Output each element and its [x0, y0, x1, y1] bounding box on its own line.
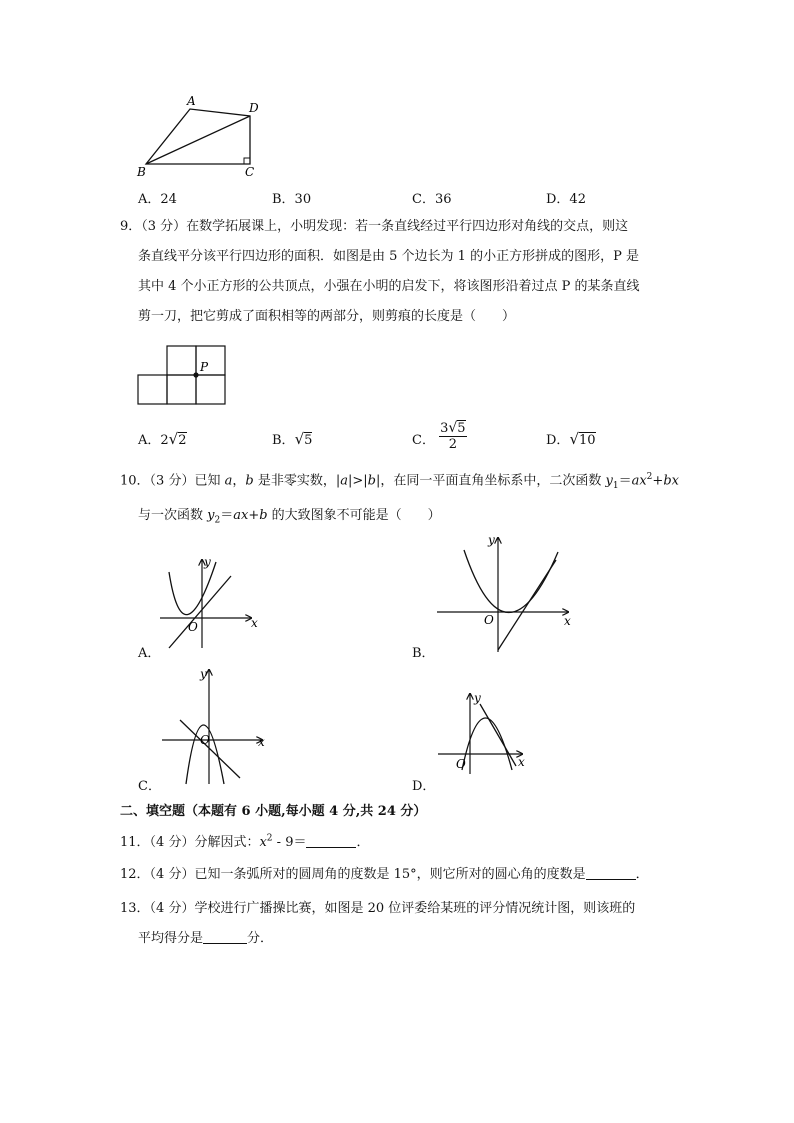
q9-square-bottom-mid [167, 375, 196, 404]
q9-option-c-prefix: C． [412, 433, 435, 448]
q10-d-line [480, 704, 516, 766]
q8-right-angle-mark [244, 158, 250, 164]
q11-expr-rest: - 9＝ [272, 835, 307, 850]
q10-l1-o: + [652, 473, 664, 489]
q9-option-a[interactable] [138, 429, 187, 448]
section-2-heading: 二、填空题（本题有 6 小题,每小题 4 分,共 24 分） [120, 804, 427, 819]
q10-b-parabola [464, 550, 558, 613]
q10-l1-g: |>| [347, 473, 368, 489]
q9-option-b[interactable] [272, 429, 312, 448]
q9-square-bottom-right [196, 375, 225, 404]
q9-label-p: P [200, 360, 209, 374]
q9-option-c-radical: √ [448, 420, 458, 436]
q8-quadrilateral-figure [130, 92, 270, 184]
q9-option-b-radicand: 5 [304, 433, 313, 448]
q10-l1-i: |，在同一平面直角坐标系中，二次函数 [375, 473, 606, 489]
q10-l2-b: y [207, 507, 215, 523]
question-12 [120, 863, 649, 882]
q10-b-label-y: y [488, 533, 495, 547]
q10-d-label-x: x [518, 755, 525, 769]
q10-a-label-y: y [204, 555, 211, 569]
q9-option-a-coef: 2 [160, 433, 169, 448]
q10-l1-h: b [367, 473, 376, 489]
q9-option-c[interactable] [412, 420, 467, 452]
q13-line-2 [120, 924, 635, 954]
q9-line-1: 9．（3 分）在数学拓展课上，小明发现：若一条直线经过平行四边形对角线的交点，则这 [120, 219, 629, 234]
q10-line-1 [120, 462, 680, 501]
q10-b-label-o: O [484, 613, 494, 627]
q10-l1-k: 1 [612, 480, 619, 491]
q10-b-line [498, 560, 556, 650]
q8-label-c: C [245, 165, 255, 179]
q10-graph-d [436, 690, 534, 776]
q10-l2-f: 的大致图象不可能是（ ） [267, 507, 441, 523]
q10-c-label-o: O [200, 733, 210, 747]
q13-line-2-b: 分． [247, 931, 274, 946]
q8-option-c[interactable]: C．36 [412, 192, 452, 207]
q10-graph-a [155, 554, 265, 650]
q9-option-d-radicand: 10 [579, 433, 596, 448]
q10-option-a[interactable]: A． [138, 646, 161, 661]
question-9 [120, 212, 680, 332]
q8-label-a: A [187, 94, 196, 108]
q12-text: 12．（4 分）已知一条弧所对的圆周角的度数是 15°，则它所对的圆心角的度数是 [120, 867, 586, 882]
q10-l1-f: a [340, 473, 348, 489]
q8-option-b[interactable]: B．30 [272, 192, 312, 207]
q10-line-2 [120, 501, 680, 536]
q10-option-d[interactable]: D． [412, 779, 436, 794]
q10-l2-d: ＝ [220, 507, 234, 523]
q9-option-d-radical: √ [569, 430, 579, 448]
q9-option-c-num-radicand: 5 [457, 421, 466, 436]
q8-quadrilateral-outline [146, 109, 250, 164]
q9-square-top-left [167, 346, 196, 375]
q10-l1-a: 10．（3 分）已知 [120, 473, 225, 489]
q13-line-1: 13．（4 分）学校进行广播操比赛，如图是 20 位评委给某班的评分情况统计图，则该班的 [120, 901, 636, 916]
q13-answer-blank[interactable] [203, 931, 247, 944]
question-13 [120, 894, 635, 954]
q10-l2-e: ax+b [233, 507, 268, 523]
q10-graph-c [160, 664, 272, 786]
q9-line-2: 条直线平分该平行四边形的面积．如图是由 5 个边长为 1 的小正方形拼成的图形，P 是 [138, 249, 639, 264]
q10-l1-l: ＝ [618, 473, 632, 489]
q9-option-d-prefix: D． [546, 433, 570, 448]
q10-a-label-o: O [188, 620, 198, 634]
q9-option-a-radicand: 2 [178, 433, 187, 448]
q11-prefix: 11．（4 分）分解因式： [120, 835, 260, 850]
q12-suffix: ． [635, 867, 649, 882]
q10-l1-b: a [224, 473, 233, 489]
q10-l1-m: ax [631, 473, 647, 489]
q9-squares-figure [136, 344, 232, 408]
q10-l1-d: b [245, 473, 254, 489]
q9-square-bottom-left [138, 375, 167, 404]
q10-graph-b [432, 532, 577, 654]
q10-c-label-x: x [258, 735, 265, 749]
q10-l2-a: 与一次函数 [138, 507, 208, 523]
q11-suffix: ． [356, 835, 370, 850]
q9-option-a-prefix: A． [138, 433, 161, 448]
q8-option-a[interactable]: A．24 [138, 192, 177, 207]
q9-line-4: 剪一刀，把它剪成了面积相等的两部分，则剪痕的长度是（ ） [138, 309, 516, 324]
q8-diagonal-bd [146, 116, 250, 164]
q10-l1-p: bx [663, 473, 679, 489]
q10-b-label-x: x [564, 614, 571, 628]
q9-option-c-num-coef: 3 [440, 421, 449, 436]
q8-option-d[interactable]: D．42 [546, 192, 586, 207]
q11-expr-base: x [259, 835, 267, 850]
q10-c-label-y: y [200, 667, 207, 681]
question-11 [120, 831, 369, 850]
q11-answer-blank[interactable] [306, 835, 356, 848]
q9-option-c-denominator: 2 [448, 437, 457, 452]
q10-c-line [180, 720, 240, 778]
q9-line-3: 其中 4 个小正方形的公共顶点，小强在小明的启发下，将该图形沿着过点 P 的某条直线 [138, 279, 640, 294]
q10-l1-j: y [605, 473, 613, 489]
q10-l1-c: ， [232, 473, 246, 489]
q10-option-b[interactable]: B． [412, 646, 435, 661]
q10-option-c[interactable]: C． [138, 779, 161, 794]
q13-line-2-a: 平均得分是 [138, 931, 204, 946]
q9-option-b-radical: √ [294, 430, 305, 448]
q10-l1-n: 2 [646, 472, 653, 482]
q8-label-d: D [249, 101, 259, 115]
q10-l2-c: 2 [214, 515, 221, 526]
q12-answer-blank[interactable] [586, 867, 636, 880]
q10-d-label-o: O [456, 757, 466, 771]
q9-point-p [193, 372, 198, 377]
question-10 [120, 462, 680, 536]
q10-a-line [169, 576, 231, 648]
q9-option-a-radical: √ [168, 430, 179, 448]
q10-l1-e: 是非零实数，| [253, 473, 341, 489]
q11-expr-exp: 2 [266, 833, 273, 844]
q9-option-b-prefix: B． [272, 433, 295, 448]
q10-a-parabola [169, 562, 216, 615]
q10-d-label-y: y [474, 691, 481, 705]
q10-a-label-x: x [251, 616, 258, 630]
q9-option-d[interactable] [546, 429, 596, 448]
q8-label-b: B [137, 165, 146, 179]
